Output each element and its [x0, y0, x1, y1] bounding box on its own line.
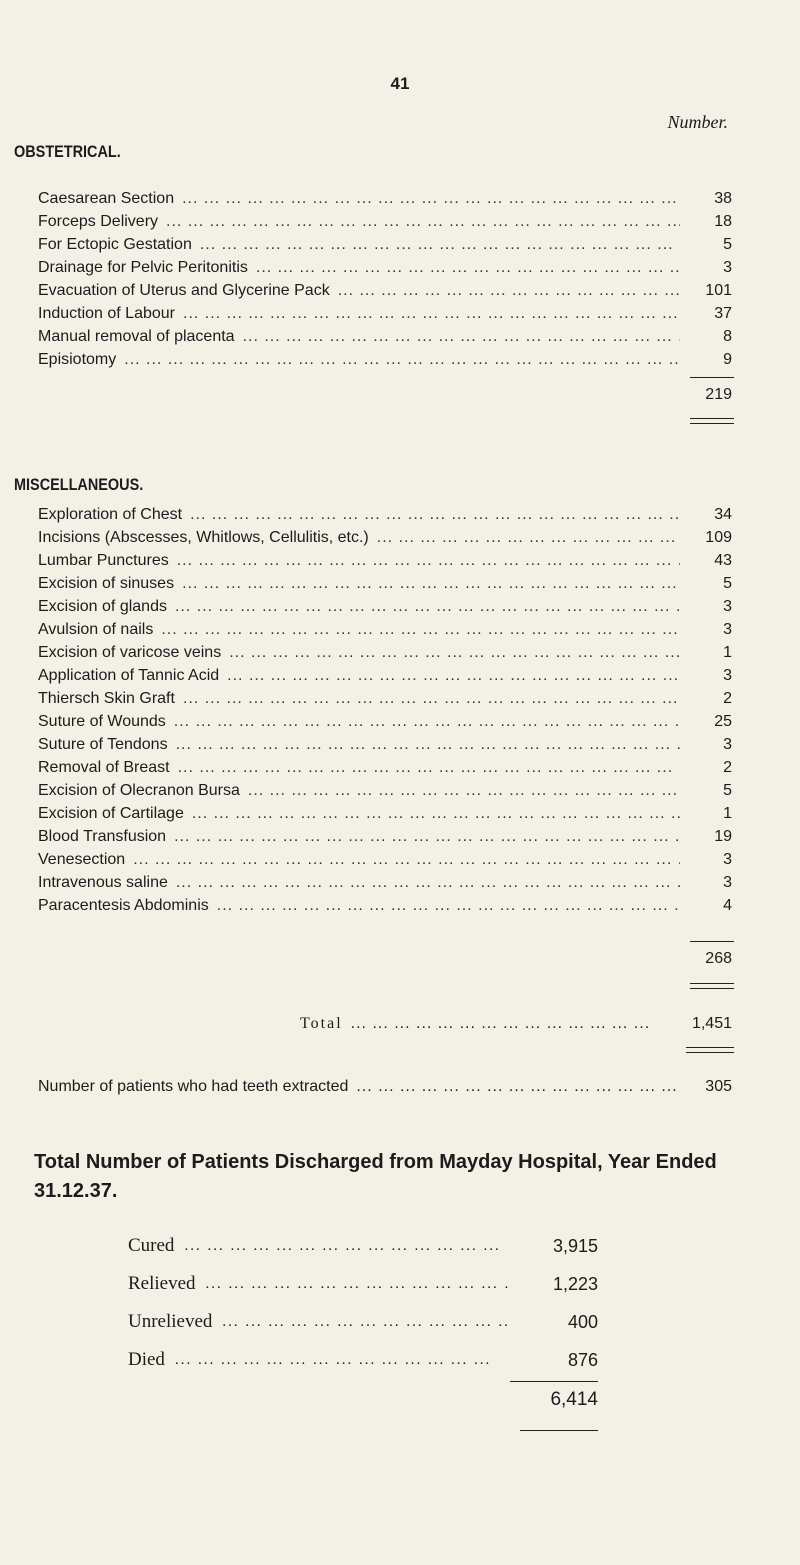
row-label: Excision of Olecranon Bursa [38, 782, 240, 799]
obstetrical-heading: OBSTETRICAL. [14, 142, 121, 161]
table-row [38, 526, 732, 550]
table-row [38, 733, 732, 757]
discharged-row [128, 1268, 598, 1300]
grand-total-row [300, 1012, 732, 1036]
row-value: 2 [723, 690, 732, 707]
leader-dots [229, 644, 680, 662]
table-row [38, 710, 732, 734]
miscellaneous-heading: MISCELLANEOUS. [14, 475, 144, 494]
leader-dots [217, 897, 680, 915]
table-row [38, 325, 732, 349]
leader-dots [356, 1078, 680, 1096]
table-row [38, 825, 732, 849]
row-label: Avulsion of nails [38, 621, 154, 638]
row-value: 3 [723, 874, 732, 891]
table-row [38, 894, 732, 918]
row-label: Application of Tannic Acid [38, 667, 220, 684]
leader-dots [183, 690, 680, 708]
leader-dots [206, 1276, 508, 1293]
leader-dots [176, 874, 680, 892]
leader-dots [351, 1015, 664, 1033]
row-value: 25 [714, 713, 732, 730]
row-value: 876 [567, 1349, 598, 1370]
row-label: Drainage for Pelvic Peritonitis [38, 259, 248, 276]
row-value: 1 [723, 805, 732, 822]
row-label: Lumbar Punctures [38, 552, 169, 569]
row-label: Thiersch Skin Graft [38, 690, 175, 707]
leader-dots [124, 351, 680, 369]
leader-dots [200, 236, 680, 254]
leader-dots [377, 529, 680, 547]
table-row [38, 210, 732, 234]
table-row [38, 549, 732, 573]
table-row [38, 848, 732, 872]
table-row [38, 871, 732, 895]
row-value: 4 [723, 897, 732, 914]
row-label: For Ectopic Gestation [38, 236, 192, 253]
row-label: Removal of Breast [38, 759, 170, 776]
table-row [38, 503, 732, 527]
leader-dots [256, 259, 680, 277]
table-row [38, 595, 732, 619]
row-value: 5 [723, 236, 732, 253]
row-value: 1 [723, 644, 732, 661]
table-row [38, 618, 732, 642]
table-row [38, 641, 732, 665]
miscellaneous-subtotal: 268 [705, 950, 732, 967]
total-rule [510, 1381, 598, 1382]
total-label: Total [300, 1015, 343, 1032]
row-label: Evacuation of Uterus and Glycerine Pack [38, 282, 330, 299]
leader-dots [178, 759, 680, 777]
row-label: Caesarean Section [38, 190, 175, 207]
row-label: Exploration of Chest [38, 506, 183, 523]
row-value: 3 [723, 736, 732, 753]
table-row [38, 348, 732, 372]
row-value: 9 [723, 351, 732, 368]
table-row [38, 779, 732, 803]
column-header: Number. [667, 112, 728, 132]
row-value: 1,223 [552, 1273, 598, 1294]
row-label: Paracentesis Abdominis [38, 897, 209, 914]
row-label: Suture of Wounds [38, 713, 166, 730]
table-row [38, 802, 732, 826]
row-value: 37 [714, 305, 732, 322]
discharged-row [128, 1230, 598, 1262]
subtotal-rule [690, 377, 734, 378]
leader-dots [338, 282, 680, 300]
table-row [38, 256, 732, 280]
row-value: 43 [714, 552, 732, 569]
double-rule [690, 983, 734, 989]
row-label: Manual removal of placenta [38, 328, 235, 345]
double-rule [686, 1047, 734, 1053]
row-label: Venesection [38, 851, 126, 868]
leader-dots [184, 1238, 508, 1255]
table-row [38, 279, 732, 303]
table-row [38, 572, 732, 596]
total-rule [520, 1430, 598, 1431]
row-label: Excision of glands [38, 598, 167, 615]
subtotal-rule [690, 941, 734, 942]
row-value: 3 [723, 598, 732, 615]
leader-dots [190, 506, 680, 524]
row-value: 3 [723, 667, 732, 684]
row-value: 8 [723, 328, 732, 345]
leader-dots [176, 736, 680, 754]
leader-dots [175, 1352, 508, 1369]
row-label: Induction of Labour [38, 305, 175, 322]
row-label: Intravenous saline [38, 874, 168, 891]
row-label: Blood Transfusion [38, 828, 167, 845]
row-value: 38 [714, 190, 732, 207]
row-value: 400 [567, 1311, 598, 1332]
row-label: Forceps Delivery [38, 213, 159, 230]
discharged-row [128, 1344, 598, 1376]
leader-dots [161, 621, 680, 639]
table-row [38, 233, 732, 257]
row-value: 3 [723, 621, 732, 638]
discharged-row [128, 1306, 598, 1338]
leader-dots [227, 667, 680, 685]
table-row [38, 664, 732, 688]
obstetrical-subtotal: 219 [705, 386, 732, 403]
leader-dots [174, 713, 680, 731]
row-label: Died [128, 1349, 165, 1370]
leader-dots [175, 598, 680, 616]
total-value: 1,451 [691, 1015, 732, 1032]
row-label: Excision of varicose veins [38, 644, 222, 661]
row-label: Episiotomy [38, 351, 117, 368]
leader-dots [192, 805, 680, 823]
leader-dots [133, 851, 680, 869]
row-label: Excision of Cartilage [38, 805, 184, 822]
leader-dots [183, 305, 680, 323]
page-number: 41 [390, 74, 410, 93]
row-value: 18 [714, 213, 732, 230]
table-row [38, 756, 732, 780]
row-value: 5 [723, 782, 732, 799]
leader-dots [177, 552, 680, 570]
discharged-title: Total Number of Patients Discharged from Mayday Hospital, Year Ended 31.12.37. [34, 1151, 717, 1202]
row-value: 3,915 [552, 1235, 598, 1256]
table-row [38, 187, 732, 211]
row-value: 5 [723, 575, 732, 592]
leader-dots [174, 828, 680, 846]
teeth-value: 305 [705, 1078, 732, 1095]
table-row [38, 687, 732, 711]
leader-dots [182, 575, 680, 593]
row-value: 2 [723, 759, 732, 776]
row-label: Relieved [128, 1273, 196, 1294]
row-label: Excision of sinuses [38, 575, 175, 592]
row-label: Cured [128, 1235, 175, 1256]
row-value: 109 [705, 529, 732, 546]
leader-dots [243, 328, 680, 346]
leader-dots [182, 190, 680, 208]
row-label: Suture of Tendons [38, 736, 168, 753]
discharged-total: 6,414 [550, 1389, 598, 1410]
row-value: 34 [714, 506, 732, 523]
row-label: Unrelieved [128, 1311, 213, 1332]
table-row [38, 302, 732, 326]
row-value: 101 [705, 282, 732, 299]
row-value: 3 [723, 851, 732, 868]
row-value: 3 [723, 259, 732, 276]
double-rule [690, 418, 734, 424]
leader-dots [222, 1314, 508, 1331]
row-value: 19 [714, 828, 732, 845]
leader-dots [166, 213, 680, 231]
row-label: Incisions (Abscesses, Whitlows, Cellulitis, etc.) [38, 529, 369, 546]
leader-dots [248, 782, 680, 800]
teeth-row [38, 1075, 732, 1099]
teeth-label: Number of patients who had teeth extracted [38, 1078, 349, 1095]
